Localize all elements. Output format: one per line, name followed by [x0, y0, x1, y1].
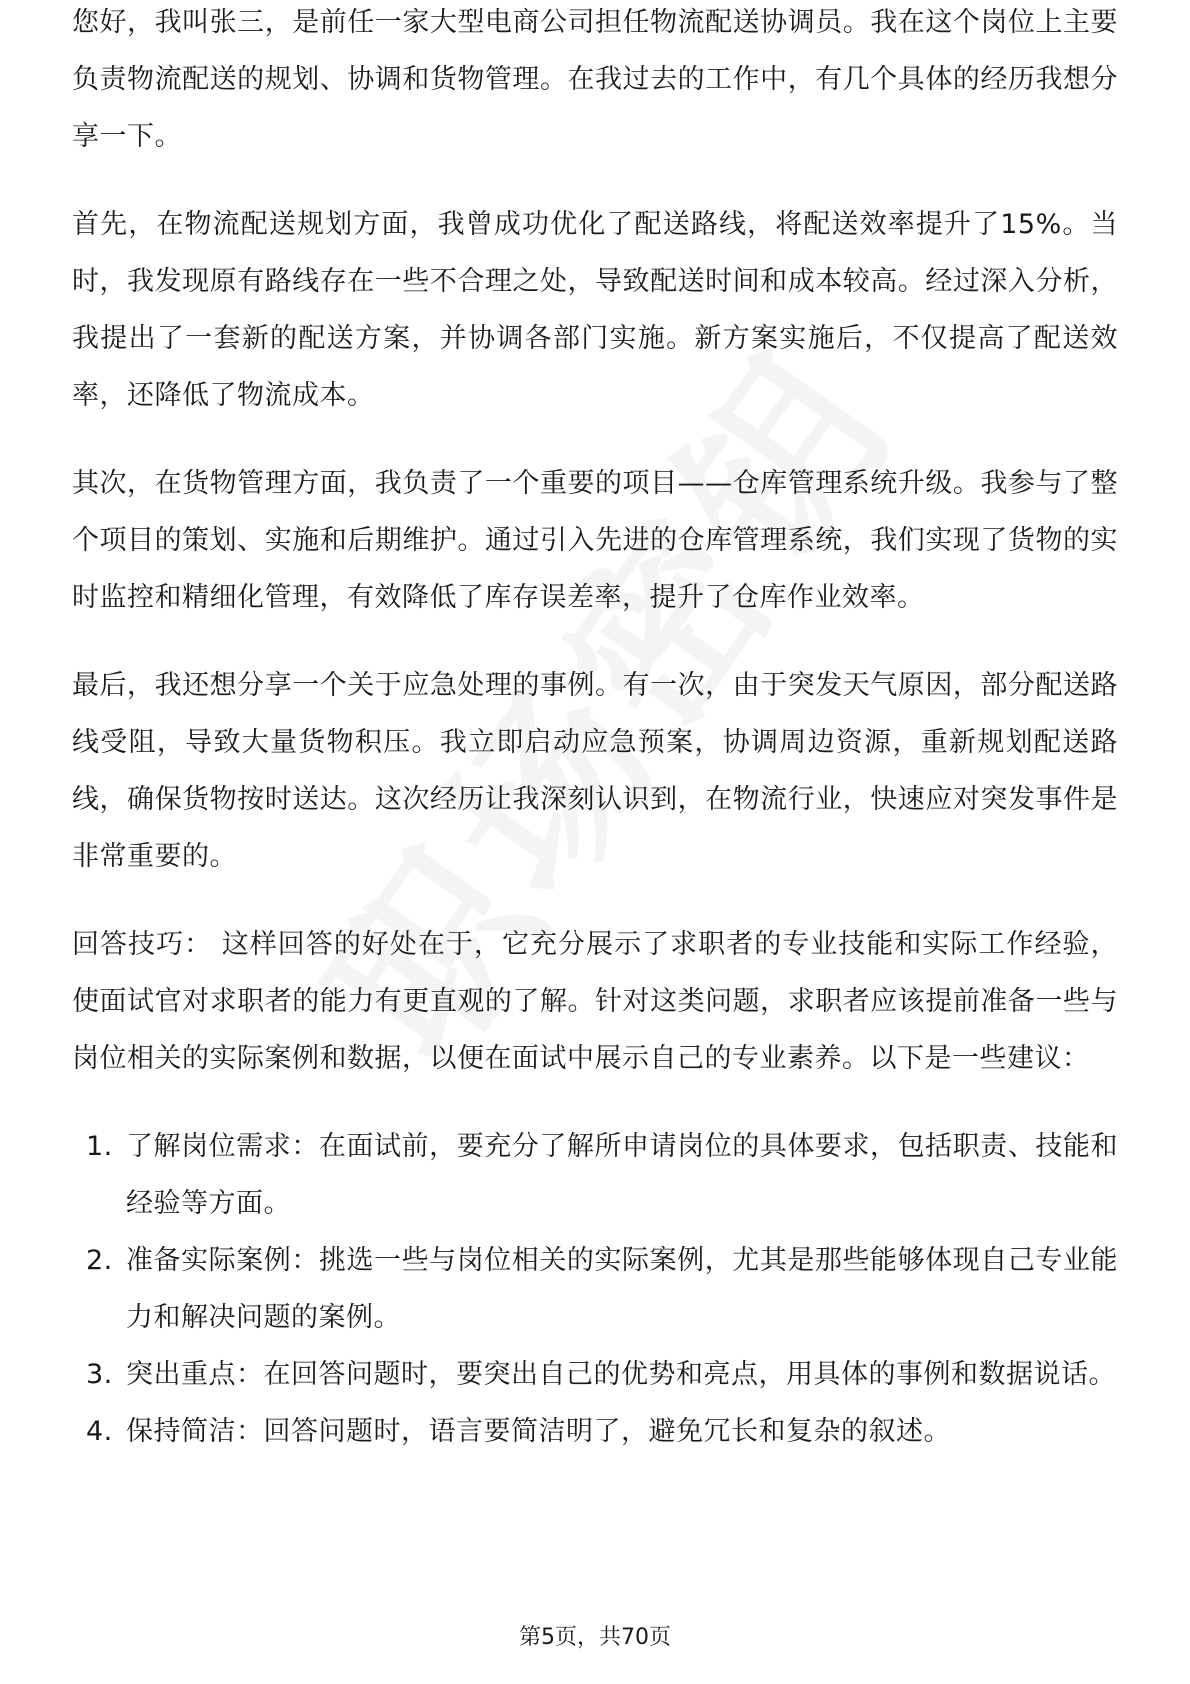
- tip-text: 回答问题时，语言要简洁明了，避免冗长和复杂的叙述。: [263, 1416, 951, 1447]
- document-page: [72, 0, 1118, 1460]
- list-item: [72, 1232, 1118, 1346]
- list-item: [72, 1403, 1118, 1460]
- tip-title: 准备实际案例 ：: [126, 1245, 319, 1276]
- tip-title: 了解岗位需求 ：: [126, 1131, 319, 1162]
- paragraph-warehouse-system: 其次，在货物管理方面，我负责了一个重要的项目——仓库管理系统升级。我参与了整个项目的策划、实施和后期维护。通过引入先进的仓库管理系统，我们实现了货物的实时监控和精细化管理，有效降低了库存误差率，提升了仓库作业效率。: [72, 468, 1118, 613]
- paragraph-answer-tips: 回答技巧： 这样回答的好处在于，它充分展示了求职者的专业技能和实际工作经验，使面试官对求职者的能力有更直观的了解。针对这类问题，求职者应该提前准备一些与岗位相关的实际案例和数据，以便在面试中展示自己的专业素养。以下是一些建议：: [72, 929, 1118, 1074]
- paragraph-emergency: 最后，我还想分享一个关于应急处理的事例。有一次，由于突发天气原因，部分配送路线受阻，导致大量货物积压。我立即启动应急预案，协调周边资源，重新规划配送路线，确保货物按时送达。这次经历让我深刻认识到，在物流行业，快速应对突发事件是非常重要的。: [72, 670, 1118, 872]
- list-number: 1.: [86, 1131, 113, 1162]
- tip-text: 在面试前，要充分了解所申请岗位的具体要求，包括职责、技能和经验等方面。: [126, 1131, 1119, 1219]
- list-number: 3.: [86, 1359, 113, 1390]
- list-item: [72, 1118, 1118, 1232]
- tip-text: 挑选一些与岗位相关的实际案例，尤其是那些能够体现自己专业能力和解决问题的案例。: [126, 1245, 1119, 1333]
- list-number: 2.: [86, 1245, 113, 1276]
- tips-list: [72, 1118, 1118, 1460]
- tip-title: 突出重点 ：: [126, 1359, 264, 1390]
- tip-text: 在回答问题时，要突出自己的优势和亮点，用具体的事例和数据说话。: [263, 1359, 1116, 1390]
- paragraph-route-planning: 首先，在物流配送规划方面，我曾成功优化了配送路线，将配送效率提升了15%。当时，我发现原有路线存在一些不合理之处，导致配送时间和成本较高。经过深入分析，我提出了一套新的配送方案，并协调各部门实施。新方案实施后，不仅提高了配送效率，还降低了物流成本。: [72, 209, 1118, 411]
- tip-title: 保持简洁 ：: [126, 1416, 264, 1447]
- paragraph-intro: 您好，我叫张三，是前任一家大型电商公司担任物流配送协调员。我在这个岗位上主要负责物流配送的规划、协调和货物管理。在我过去的工作中，有几个具体的经历我想分享一下。: [72, 7, 1118, 152]
- list-number: 4.: [86, 1416, 113, 1447]
- page-footer: 第5页，共70页: [519, 1625, 671, 1650]
- list-item: [72, 1346, 1118, 1403]
